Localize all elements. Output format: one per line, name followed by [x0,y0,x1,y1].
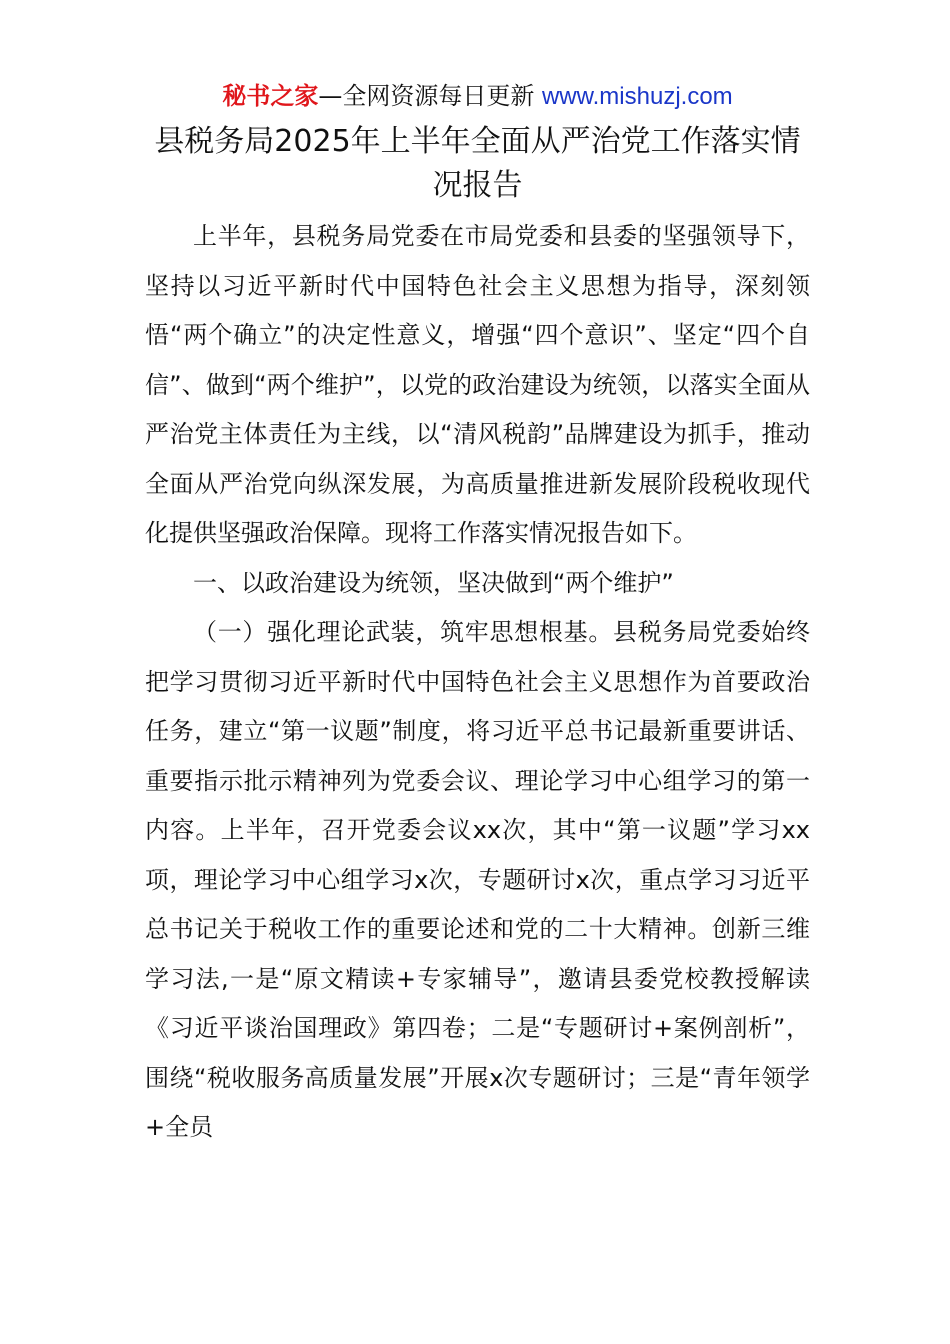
document-title: 县税务局2025年上半年全面从严治党工作落实情况报告 [154,124,801,203]
site-header [145,78,810,114]
section-heading: 一、以政治建设为统领，坚决做到“两个维护” [193,568,674,597]
site-brand: 秘书之家 [222,82,319,110]
document-page [145,78,810,1153]
subsection-paragraph: （一）强化理论武装，筑牢思想根基。县税务局党委始终把学习贯彻习近平新时代中国特色社会主义思想作为首要政治任务，建立“第一议题”制度，将习近平总书记最新重要讲话、重要指示批示精神列为党委会议、理论学习中心组学习的第一内容。上半年，召开党委会议xx次，其中“第一议题”学习xx项，理论学习中心组学习x次，专题研讨x次，重点学习习近平总书记关于税收工作的重要论述和党的二十大精神。创新三维学习法,一是“原文精读+专家辅导”，邀请县委党校教授解读《习近平谈治国理政》第四卷；二是“专题研讨+案例剖析”，围绕“税收服务高质量发展”开展x次专题研讨；三是“青年领学+全员 [145,618,810,1141]
site-slogan: —全网资源每日更新 [318,82,542,110]
intro-paragraph: 上半年，县税务局党委在市局党委和县委的坚强领导下，坚持以习近平新时代中国特色社会主义思想为指导，深刻领悟“两个确立”的决定性意义，增强“四个意识”、坚定“四个自信”、做到“两个维护”，以党的政治建设为统领，以落实全面从严治党主体责任为主线，以“清风税韵”品牌建设为抓手，推动全面从严治党向纵深发展，为高质量推进新发展阶段税收现代化提供坚强政治保障。现将工作落实情况报告如下。 [145,222,810,547]
site-url-link[interactable]: www.mishuzj.com [541,83,733,110]
